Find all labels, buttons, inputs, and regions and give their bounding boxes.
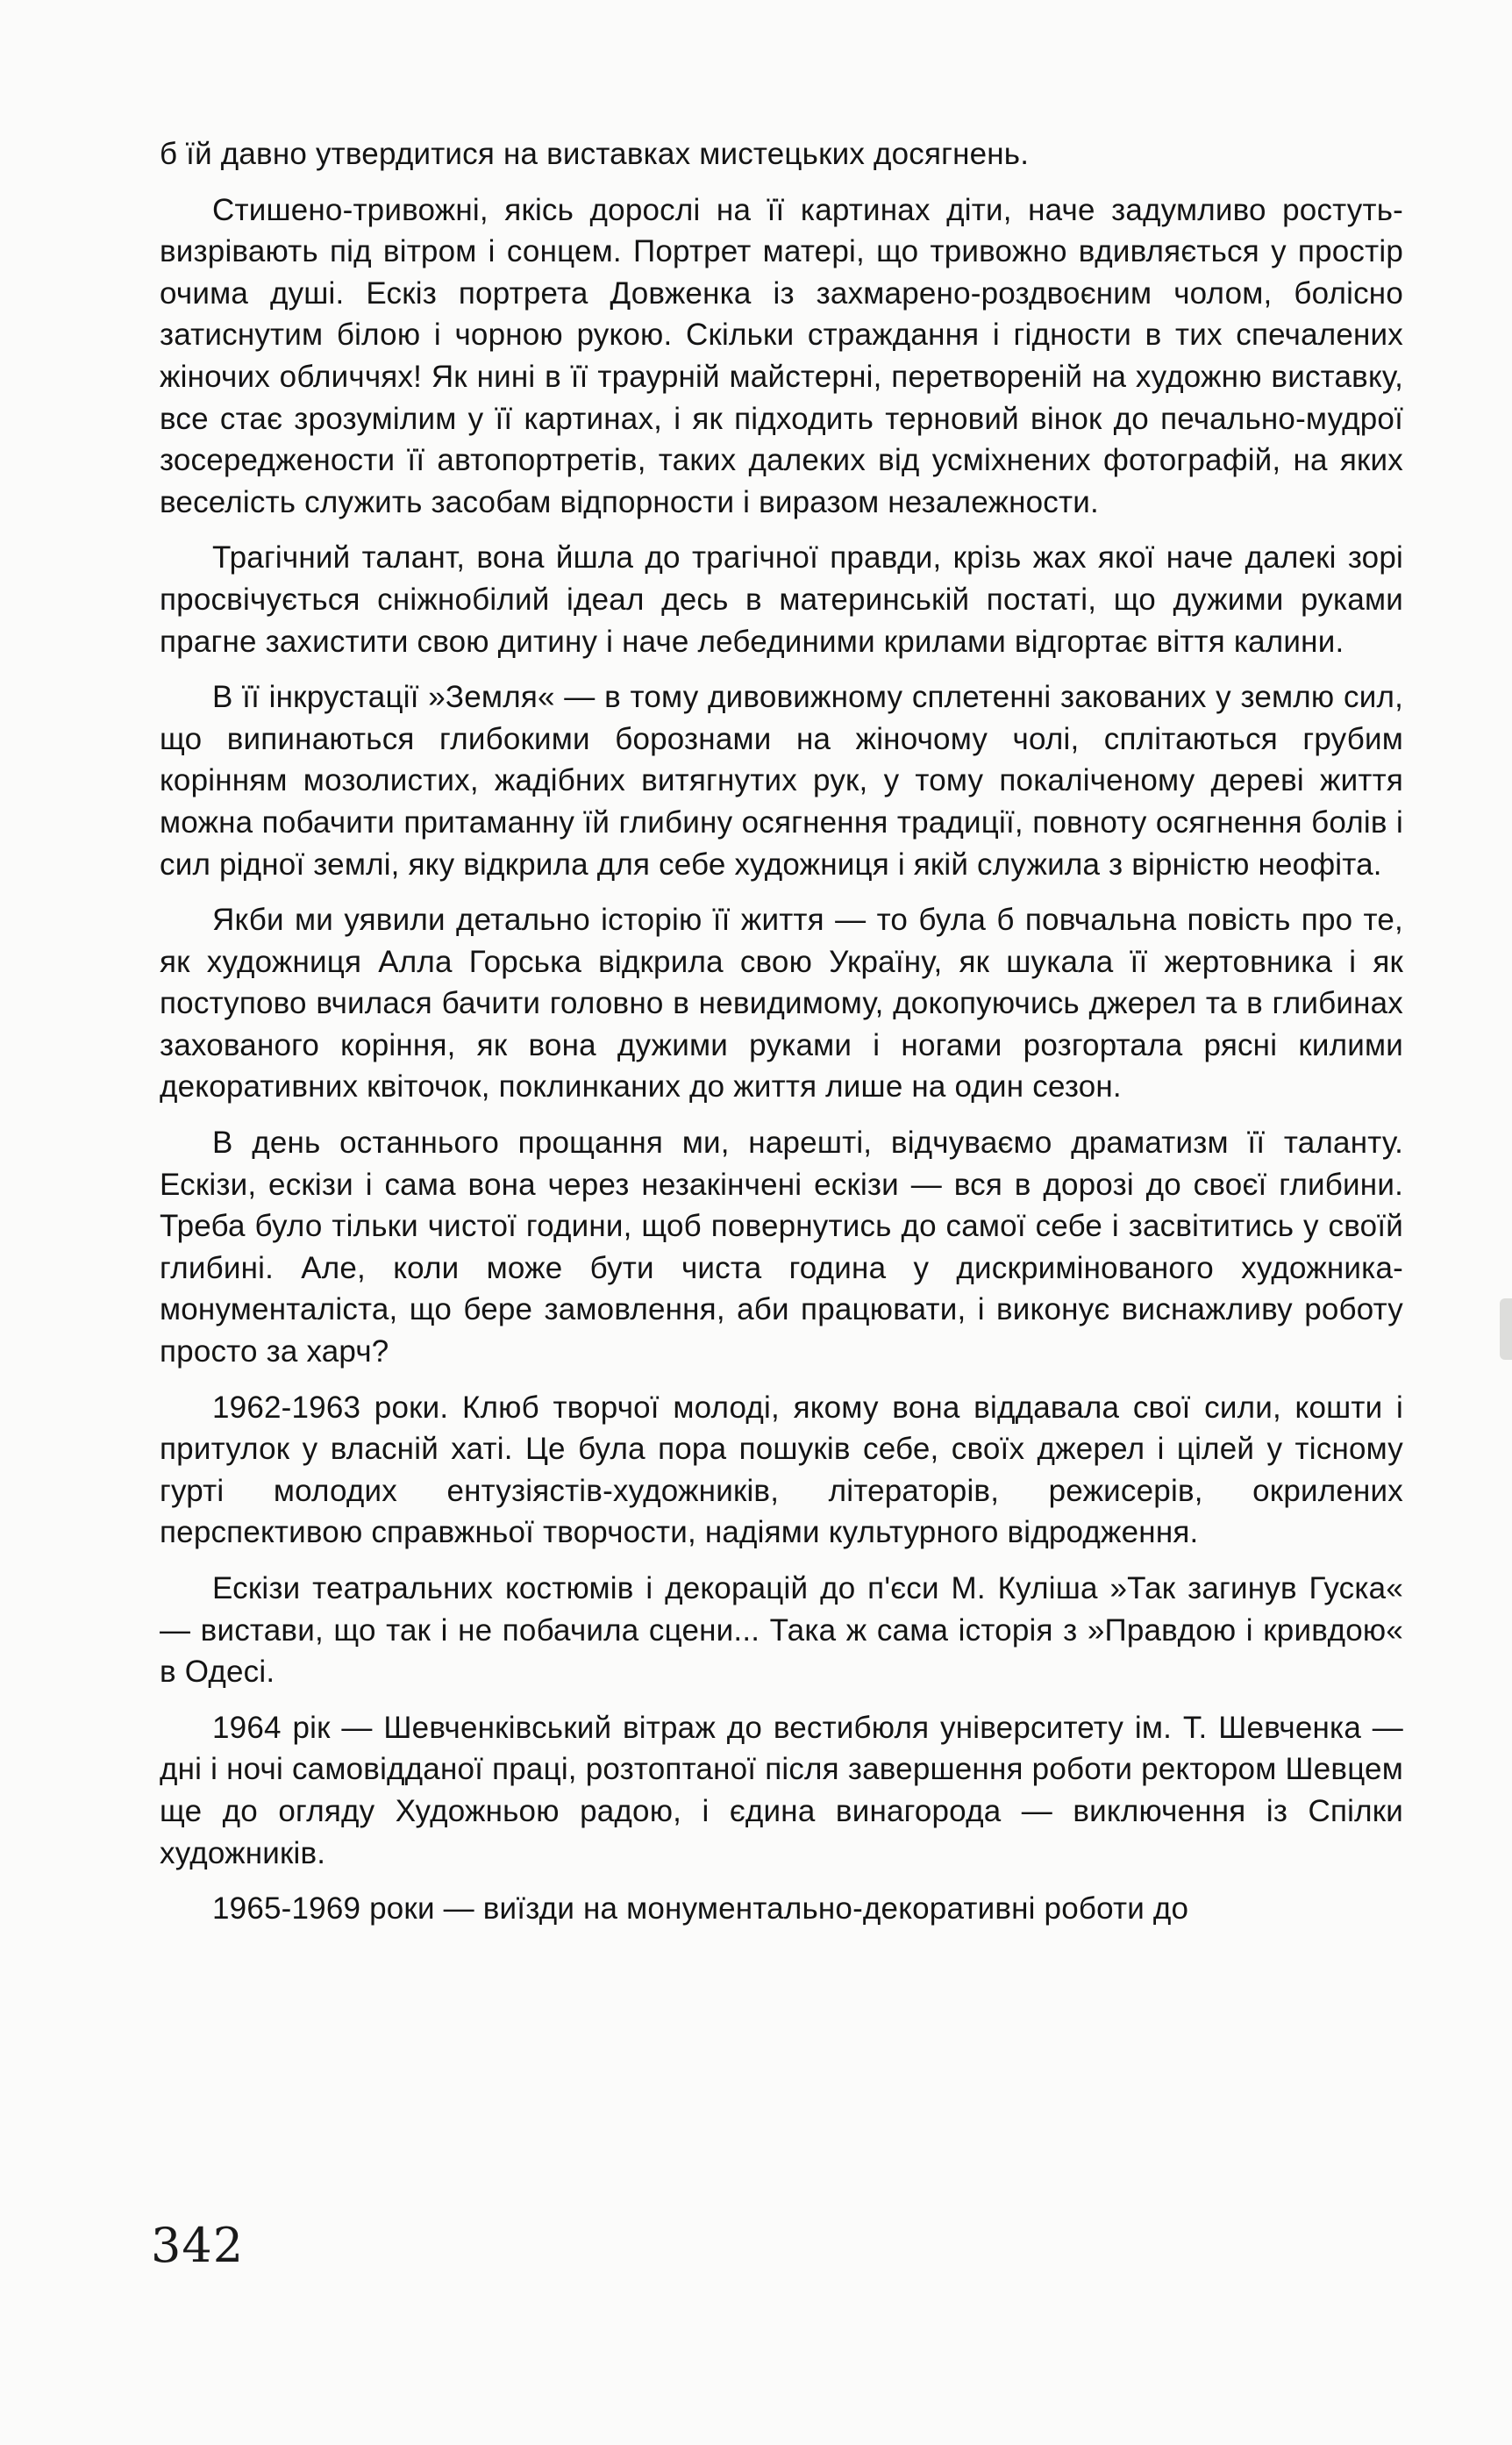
paragraph: Ескізи театральних костюмів і декорацій до п'єси М. Куліша »Так загинув Гуска« — вистави, що так і не побачила сцени... Така ж сама історія з »Правдою і кривдою« в Одесі.	[160, 1571, 1403, 1690]
paragraph-last-line: 1965-1969 роки — виїзди на монументально-декоративні роботи до	[212, 1891, 1189, 1927]
paragraph: Стишено-тривожні, якісь дорослі на її картинах діти, наче задумливо ростуть-визрівають під вітром і сонцем. Портрет матері, що тривожно вдивляється у простір очима душі. Ескіз портрета Довженка із захмарено-роздвоєним чолом, болісно затиснутим білою і чорною рукою. Скільки страждання і гідности в тих спечалених жіночих обличчях! Як нині в її траурній майстерні, перетвореній на художню виставку, все стає зрозумілим у її картинах, і як підходить терновий вінок до печально-мудрої зосереджености її автопортретів, таких далеких від усміхнених фотографій, на яких веселість служить засобам відпорности і виразом незалежности.	[160, 192, 1403, 519]
paragraph: В її інкрустації »Земля« — в тому дивовижному сплетенні закованих у землю сил, що випинаються глибокими борознами на жіночому чолі, сплітаються грубим корінням мозолистих, жадібних витягнутих рук, у тому покаліченому дереві життя можна побачити притаманну їй глибину осягнення традиції, повноту осягнення болів і сил рідної землі, яку відкрила для себе художниця і якій служила з вірністю неофіта.	[160, 680, 1403, 882]
paragraph: 1964 рік — Шевченківський вітраж до вестибюля університету ім. Т. Шевченка — дні і ночі самовідданої праці, розтоптаної після завершення роботи ректором Шевцем ще до огляду Художньою радою, і єдина винагорода — виключення із Спілки художників.	[160, 1710, 1403, 1870]
paragraph: Трагічний талант, вона йшла до трагічної правди, крізь жах якої наче далекі зорі просвічується сніжнобілий ідеал десь в материнській постаті, що дужими руками прагне захистити свою дитину і наче лебединими крилами відгортає віття калини.	[160, 540, 1403, 659]
paragraph: В день останнього прощання ми, нарешті, відчуваємо драматизм її таланту. Ескізи, ескізи і сама вона через незакінчені ескізи — вся в дорозі до своєї глибини. Треба було тільки чистої години, щоб повернутись до самої себе і засвітитись у своїй глибині. Але, коли може бути чиста година у дискримінованого художника-монументаліста, що бере замовлення, аби працювати, і виконує виснажливу роботу просто за харч?	[160, 1126, 1403, 1369]
paragraph: 1962-1963 роки. Клюб творчої молоді, якому вона віддавала свої сили, кошти і притулок у власній хаті. Це була пора пошуків себе, своїх джерел і цілей у тісному гурті молодих ентузіястів-художників, літераторів, режисерів, окрилених перспективою справжньої творчости, надіями культурного відродження.	[160, 1390, 1403, 1550]
body-text	[160, 133, 1403, 1944]
scan-artifact	[1500, 1298, 1512, 1360]
page-number: 342	[151, 2218, 245, 2273]
paragraph-continuation: б їй давно утвердитися на виставках мистецьких досягнень.	[160, 137, 1030, 171]
paragraph: Якби ми уявили детально історію її життя — то була б повчальна повість про те, як художниця Алла Горська відкрила свою Україну, як шукала її жертовника і як поступово вчилася бачити головно в невидимому, докопуючись джерел та в глибинах захованого коріння, як вона дужими руками і ногами розгортала рясні килими декоративних квіточок, поклинканих до життя лише на один сезон.	[160, 903, 1403, 1105]
